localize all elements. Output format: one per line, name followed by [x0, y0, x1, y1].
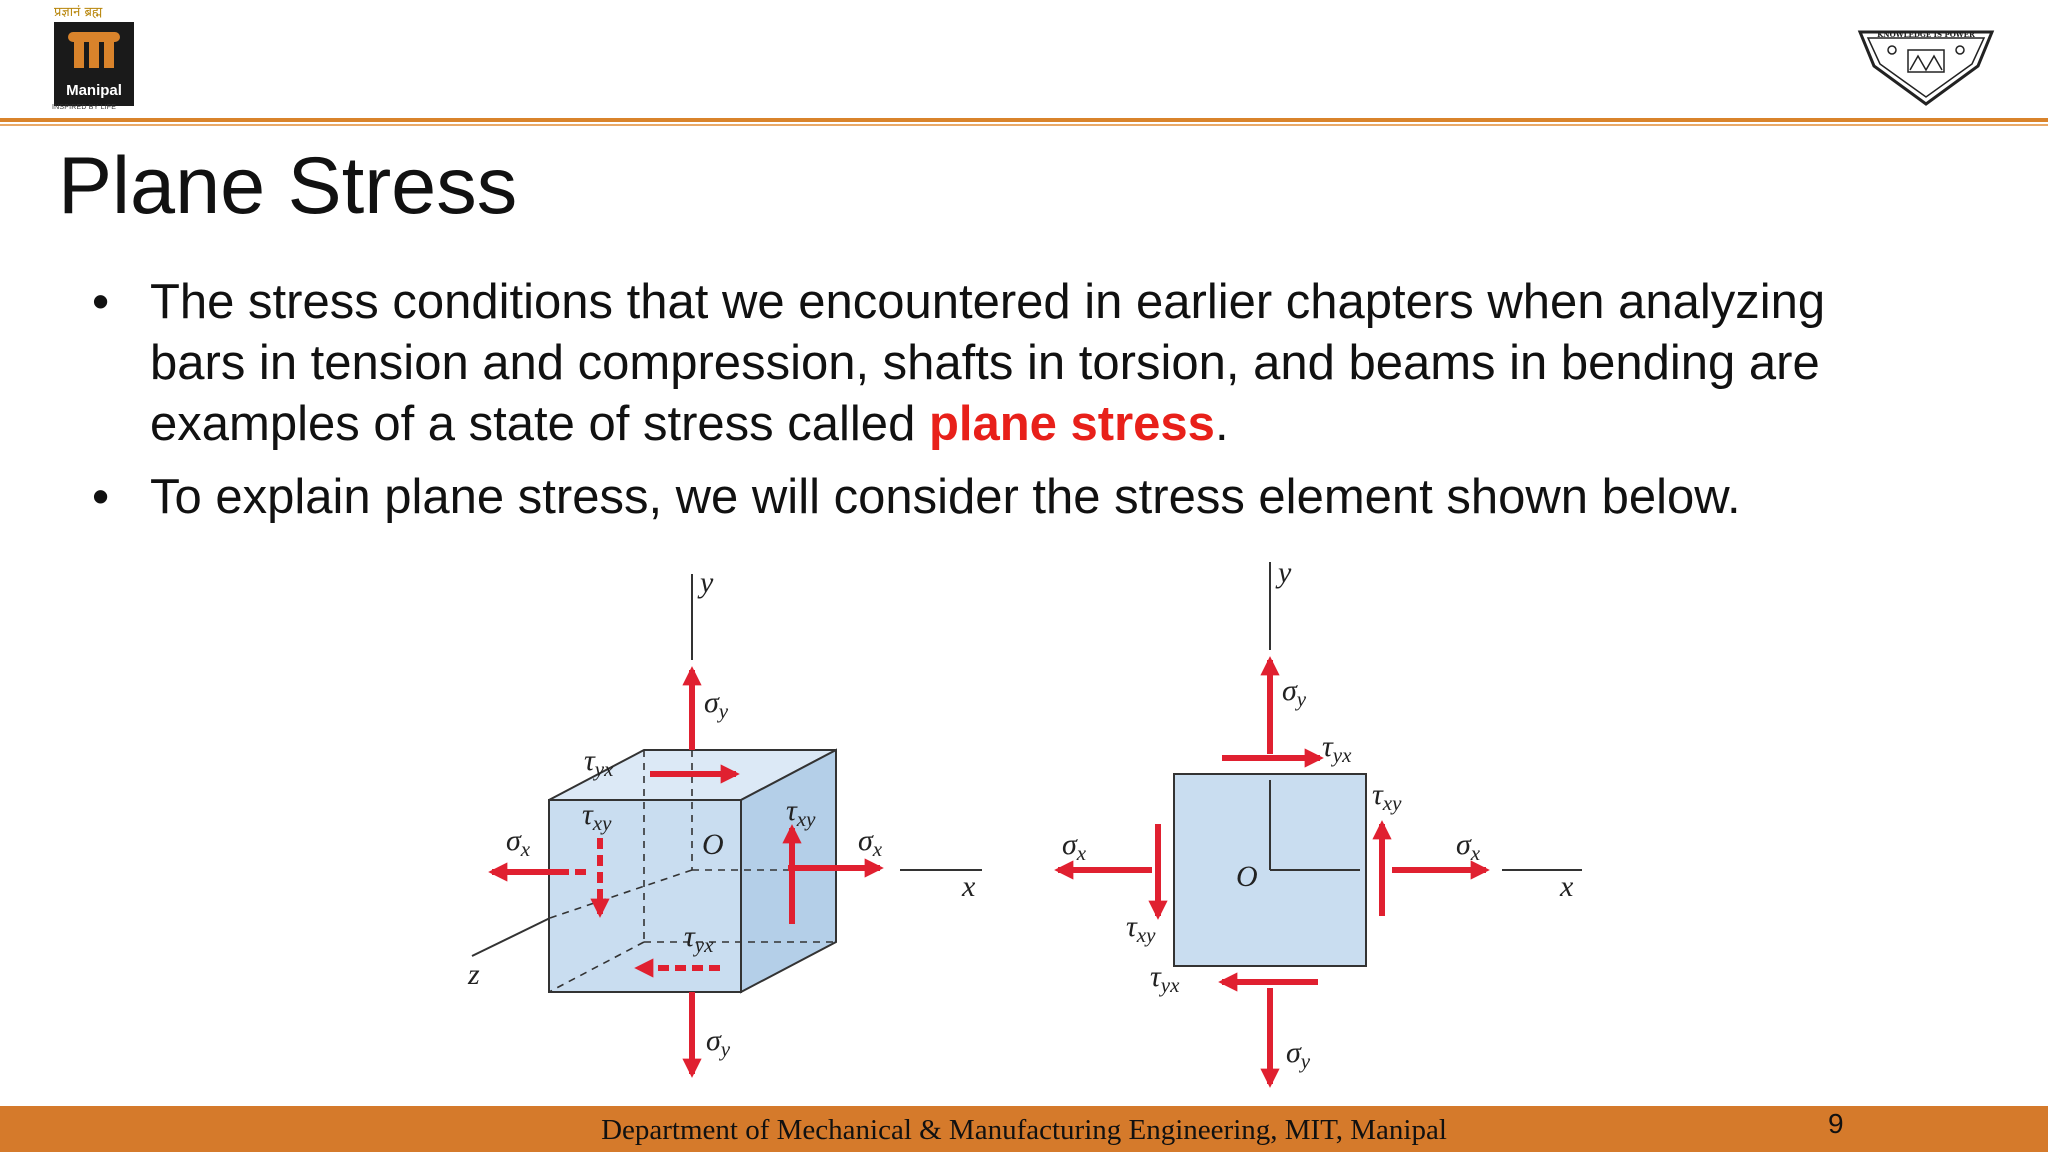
mit-crest-icon — [1856, 26, 1996, 108]
sigma-y-top-label: $\sigma_y$ — [704, 686, 729, 723]
slide-title: Plane Stress — [58, 141, 518, 231]
sigma-x-right-label: $\sigma_x$ — [1456, 828, 1481, 865]
tau-yx-bottom-label: $\tau_{yx}$ — [684, 920, 714, 957]
bullet-dot: • — [92, 470, 110, 524]
header-rule — [0, 118, 2048, 122]
logo-tagline-top: प्रज्ञानं ब्रह्म — [54, 5, 103, 20]
sigma-y-bottom-label: $\sigma_y$ — [1286, 1036, 1311, 1073]
logo-name: Manipal — [66, 82, 122, 99]
x-axis-label: x — [962, 870, 976, 903]
origin-label: O — [702, 828, 724, 861]
sigma-x-left-label: $\sigma_x$ — [506, 824, 531, 861]
sigma-y-top-label: $\sigma_y$ — [1282, 674, 1307, 711]
tau-xy-right-label: $\tau_{xy}$ — [786, 794, 816, 831]
stress-element-figure — [440, 552, 1620, 1092]
z-axis-label: z — [468, 958, 480, 991]
tau-yx-bottom-label: $\tau_{yx}$ — [1150, 960, 1180, 997]
manipal-logo — [48, 2, 142, 116]
tau-yx-top-label: $\tau_{yx}$ — [1322, 730, 1352, 767]
bullet-list — [84, 272, 1924, 540]
header-rule-thin — [0, 124, 2048, 126]
slide-header — [0, 0, 2048, 126]
logo-tagline-bottom: INSPIRED BY LIFE — [52, 104, 117, 111]
plane-element-diagram — [1058, 556, 1582, 1084]
x-axis-label: x — [1560, 870, 1574, 903]
sigma-x-right-label: $\sigma_x$ — [858, 824, 883, 861]
bullet-text: The stress conditions that we encountered in earlier chapters when analyzing bars in tension and compression, shafts in torsion, and beams in bending are examples of a state of stress called — [150, 275, 1826, 451]
tau-xy-right-label: $\tau_{xy}$ — [1372, 778, 1402, 815]
highlight-term: plane stress — [928, 397, 1215, 451]
cube-diagram — [467, 566, 982, 1074]
tau-yx-top-label: $\tau_{yx}$ — [584, 744, 614, 781]
bullet-item — [84, 272, 1924, 455]
tau-xy-left-label: $\tau_{xy}$ — [1126, 910, 1156, 947]
manipal-symbol-icon — [54, 22, 134, 82]
mit-crest-logo — [1856, 26, 1996, 108]
crest-motto: KNOWLEDGE IS POWER — [1877, 30, 1975, 39]
y-axis-label: y — [1278, 556, 1292, 589]
sigma-y-bottom-label: $\sigma_y$ — [706, 1024, 731, 1061]
bullet-dot: • — [92, 275, 110, 329]
tau-xy-left-label: $\tau_{xy}$ — [582, 798, 612, 835]
slide-footer — [0, 1106, 2048, 1152]
bullet-text: To explain plane stress, we will consider the stress element shown below. — [150, 470, 1741, 524]
bullet-item — [84, 467, 1924, 528]
bullet-text-end: . — [1214, 397, 1229, 451]
z-axis-line — [472, 918, 550, 956]
y-axis-label: y — [700, 566, 714, 599]
sigma-x-left-label: $\sigma_x$ — [1062, 828, 1087, 865]
origin-label: O — [1236, 860, 1258, 893]
page-number: 9 — [1828, 1108, 1844, 1139]
footer-department: Department of Mechanical & Manufacturing Engineering, MIT, Manipal — [601, 1114, 1447, 1146]
